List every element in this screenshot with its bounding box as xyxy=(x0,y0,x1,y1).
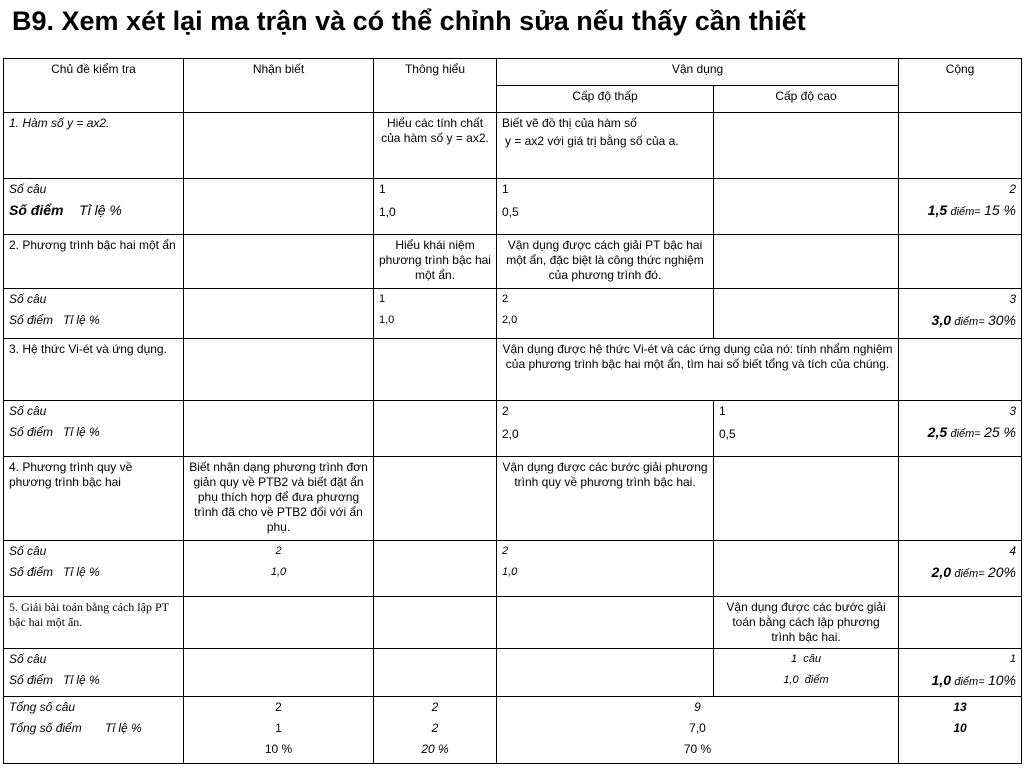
header-apply: Vận dụng xyxy=(497,59,899,86)
totals-row xyxy=(4,697,1022,764)
topic-row xyxy=(4,339,1022,401)
so-diem-label: Số điểm xyxy=(9,673,54,687)
so-cau-label: Số câu xyxy=(9,652,47,666)
apply-total xyxy=(497,697,899,764)
high-cell xyxy=(714,235,899,289)
recognize-stat xyxy=(184,179,374,235)
score-value: 0,5 xyxy=(502,205,519,219)
count-value: 2 xyxy=(275,545,282,557)
totals-labels xyxy=(4,697,184,764)
high-cell xyxy=(714,113,899,179)
low-line-1: Biết vẽ đồ thị của hàm số xyxy=(502,116,637,130)
understand-stat xyxy=(374,401,497,457)
matrix-table xyxy=(3,58,1022,764)
understand-cell: Hiểu các tính chất của hàm số y = ax2. xyxy=(374,113,497,179)
total-count: 3 xyxy=(1009,404,1017,418)
high-stat xyxy=(714,179,899,235)
total-stat xyxy=(899,401,1022,457)
total-score: 2,0 xyxy=(931,564,952,580)
total-score: 1,5 xyxy=(927,202,948,218)
tong-so-diem-label: Tổng số điểm xyxy=(9,721,82,735)
page-title: B9. Xem xét lại ma trận và có thể chỉnh sửa nếu thấy cần thiết xyxy=(12,6,806,36)
high-cell: Vận dụng được các bước giải toán bằng cách lập phương trình bậc hai. xyxy=(714,597,899,649)
header-topic: Chủ đề kiểm tra xyxy=(4,59,184,113)
total-count: 1 xyxy=(1009,653,1017,665)
total-pct: 20% xyxy=(987,564,1017,580)
topic-name: 5. Giải bài toán bằng cách lập PT bậc hai một ẩn. xyxy=(4,597,184,649)
tong-so-cau-label: Tổng số câu xyxy=(9,700,76,714)
recognize-stat xyxy=(184,289,374,339)
low-cell xyxy=(497,597,714,649)
topic-name: 2. Phương trình bậc hai một ẩn xyxy=(4,235,184,289)
total-count: 13 xyxy=(953,700,967,714)
header-high: Cấp độ cao xyxy=(714,86,899,113)
diem-eq-label: điểm= xyxy=(950,428,981,440)
count-value: 2 xyxy=(502,293,509,305)
stats-row xyxy=(4,401,1022,457)
header-total: Cộng xyxy=(899,59,1022,113)
header-row xyxy=(4,59,1022,86)
low-cell: Vận dụng được các bước giải phương trình quy về phương trình bậc hai. xyxy=(497,457,714,541)
understand-cell xyxy=(374,457,497,541)
score-value: 1,0 xyxy=(379,205,396,219)
ti-le-label: Tỉ lệ % xyxy=(105,721,142,735)
low-stat xyxy=(497,401,714,457)
ti-le-label: Tỉ lệ % xyxy=(63,425,100,439)
stats-row xyxy=(4,649,1022,697)
count-value: 1 xyxy=(379,293,386,305)
stats-row xyxy=(4,541,1022,597)
so-cau-label: Số câu xyxy=(9,292,47,306)
pct-value: 20 % xyxy=(421,742,449,756)
score-value: 1,0 xyxy=(502,566,518,578)
understand-stat xyxy=(374,649,497,697)
score-value: 1,0 xyxy=(783,674,799,686)
low-stat xyxy=(497,289,714,339)
score-value: 2,0 xyxy=(502,314,518,326)
header-recognize: Nhận biết xyxy=(184,59,374,113)
topic-row xyxy=(4,113,1022,179)
total-count: 2 xyxy=(1009,182,1017,196)
low-stat xyxy=(497,649,714,697)
understand-cell xyxy=(374,339,497,401)
total-pct: 25 % xyxy=(984,424,1017,440)
stats-labels xyxy=(4,179,184,235)
high-stat xyxy=(714,649,899,697)
so-cau-label: Số câu xyxy=(9,544,47,558)
low-cell: Vận dụng được cách giải PT bậc hai một ẩn, đặc biệt là công thức nghiệm của phương trình đó. xyxy=(497,235,714,289)
total-pct: 15 % xyxy=(984,202,1017,218)
score-value: 7,0 xyxy=(689,721,706,735)
total-score: 1,0 xyxy=(931,672,952,688)
recognize-stat xyxy=(184,541,374,597)
count-value: 2 xyxy=(275,700,282,714)
header-understand: Thông hiểu xyxy=(374,59,497,113)
so-cau-label: Số câu xyxy=(9,404,47,418)
low-line-2: y = ax2 với giá trị bằng số của a. xyxy=(505,134,679,148)
recognize-cell: Biết nhận dạng phương trình đơn giản quy về PTB2 và biết đặt ẩn phụ thích hợp để đưa phương trình đã cho về PTB2 đối với ẩn phụ. xyxy=(184,457,374,541)
topic-row xyxy=(4,457,1022,541)
total-pct: 10% xyxy=(987,672,1017,688)
understand-total xyxy=(374,697,497,764)
total-stat xyxy=(899,289,1022,339)
recognize-stat xyxy=(184,649,374,697)
recognize-cell xyxy=(184,597,374,649)
score-value: 1,0 xyxy=(379,314,395,326)
total-pct: 30% xyxy=(987,312,1017,328)
ti-le-label: Tỉ lệ % xyxy=(79,202,122,218)
stats-labels xyxy=(4,541,184,597)
count-value: 2 xyxy=(502,404,509,418)
topic-row xyxy=(4,235,1022,289)
diem-eq-label: điểm= xyxy=(950,206,981,218)
cau-label: câu xyxy=(803,653,821,665)
grand-total xyxy=(899,697,1022,764)
count-value: 9 xyxy=(694,700,701,714)
ti-le-label: Tỉ lệ % xyxy=(63,565,100,579)
count-value: 2 xyxy=(431,700,439,714)
so-diem-label: Số điểm xyxy=(9,425,54,439)
total-count: 3 xyxy=(1009,292,1017,306)
high-cell xyxy=(714,457,899,541)
recognize-cell xyxy=(184,113,374,179)
understand-stat xyxy=(374,541,497,597)
stats-labels xyxy=(4,649,184,697)
header-low: Cấp độ thấp xyxy=(497,86,714,113)
so-diem-label: Số điểm xyxy=(9,565,54,579)
understand-cell xyxy=(374,597,497,649)
stats-labels xyxy=(4,401,184,457)
total-cell xyxy=(899,597,1022,649)
count-value: 1 xyxy=(379,182,386,196)
recognize-stat xyxy=(184,401,374,457)
count-value: 1 xyxy=(502,182,509,196)
topic-name: 3. Hệ thức Vi-ét và ứng dụng. xyxy=(4,339,184,401)
high-stat xyxy=(714,289,899,339)
so-diem-label: Số điểm xyxy=(9,313,54,327)
recognize-cell xyxy=(184,235,374,289)
total-cell xyxy=(899,235,1022,289)
stats-row xyxy=(4,289,1022,339)
total-score: 3,0 xyxy=(931,312,952,328)
total-stat xyxy=(899,649,1022,697)
topic-row xyxy=(4,597,1022,649)
count-value: 1 xyxy=(791,653,798,665)
understand-stat xyxy=(374,289,497,339)
apply-cell: Vận dụng được hệ thức Vi-ét và các ứng dụng của nó: tính nhẩm nghiệm của phương trình bậc hai một ẩn, tìm hai số biết tổng và tích của chúng. xyxy=(497,339,899,401)
score-value: 2 xyxy=(431,721,439,735)
score-value: 1 xyxy=(275,721,282,735)
total-score: 2,5 xyxy=(927,424,948,440)
topic-name: 1. Hàm số y = ax2. xyxy=(4,113,184,179)
diem-eq-label: điểm= xyxy=(954,316,985,328)
so-cau-label: Số câu xyxy=(9,182,47,196)
low-stat xyxy=(497,179,714,235)
recognize-cell xyxy=(184,339,374,401)
high-stat xyxy=(714,401,899,457)
total-cell xyxy=(899,457,1022,541)
count-value: 1 xyxy=(719,404,726,418)
score-value: 0,5 xyxy=(719,427,736,441)
score-value: 2,0 xyxy=(502,427,519,441)
total-stat xyxy=(899,541,1022,597)
score-value: 1,0 xyxy=(270,566,287,578)
topic-name: 4. Phương trình quy về phương trình bậc hai xyxy=(4,457,184,541)
diem-eq-label: điểm= xyxy=(954,676,985,688)
stats-row xyxy=(4,179,1022,235)
stats-labels xyxy=(4,289,184,339)
understand-stat xyxy=(374,179,497,235)
ti-le-label: Tỉ lệ % xyxy=(63,673,100,687)
total-cell xyxy=(899,339,1022,401)
total-stat xyxy=(899,179,1022,235)
total-count: 4 xyxy=(1009,544,1017,558)
pct-value: 10 % xyxy=(264,742,293,756)
low-cell xyxy=(497,113,714,179)
low-stat xyxy=(497,541,714,597)
total-cell xyxy=(899,113,1022,179)
recognize-total xyxy=(184,697,374,764)
so-diem-label: Số điểm xyxy=(9,202,64,218)
diem-eq-label: điểm= xyxy=(954,568,985,580)
ti-le-label: Tỉ lệ % xyxy=(63,313,100,327)
total-score: 10 xyxy=(953,721,967,735)
high-stat xyxy=(714,541,899,597)
pct-value: 70 % xyxy=(683,742,712,756)
diem-label: điểm xyxy=(804,674,829,686)
count-value: 2 xyxy=(502,545,509,557)
understand-cell: Hiểu khái niệm phương trình bậc hai một ẩn. xyxy=(374,235,497,289)
